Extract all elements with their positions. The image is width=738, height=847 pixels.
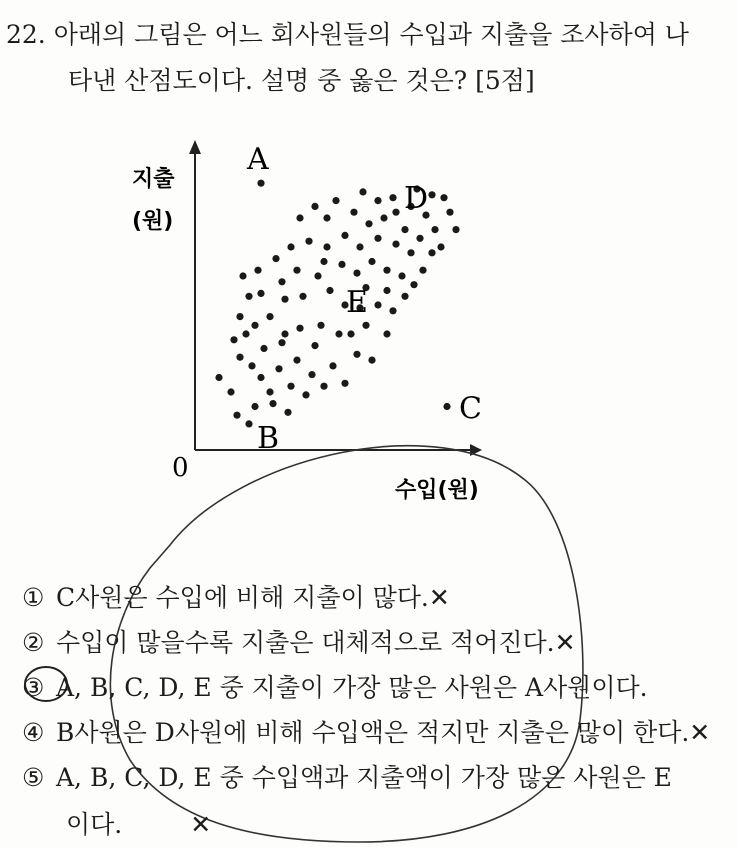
scatter-point: [410, 281, 417, 288]
option-text: A, B, C, D, E 중 수입액과 지출액이 가장 많은 사원은 E: [56, 763, 672, 792]
scatter-point: [329, 362, 336, 369]
y-axis-arrow: [189, 140, 201, 154]
scatter-point: [236, 354, 243, 361]
scatter-point: [242, 330, 249, 337]
scatter-point: [347, 330, 354, 337]
scatter-point: [287, 383, 294, 390]
scatter-points: [215, 185, 459, 418]
scatter-point: [416, 235, 423, 242]
scatter-point: [323, 214, 330, 221]
scatter-point: [353, 270, 360, 277]
scatter-point: [275, 365, 282, 372]
y-axis-label-line2: (원): [132, 209, 174, 234]
scatter-point: [284, 409, 291, 416]
scatter-point: [311, 203, 318, 210]
option-text: 수입이 많을수록 지출은 대체적으로 적어진다.: [56, 628, 555, 657]
scatter-point: [401, 293, 408, 300]
scatter-point: [428, 249, 435, 256]
cross-mark: ✕: [689, 718, 711, 747]
x-axis-label: 수입(원): [395, 478, 479, 503]
scatter-point: [383, 330, 390, 337]
y-axis-label-line1: 지출: [132, 167, 175, 192]
scatter-point: [233, 412, 240, 419]
scatter-point: [335, 330, 342, 337]
scatter-point: [356, 243, 363, 250]
scatter-point: [332, 197, 339, 204]
scatter-point: [350, 209, 357, 216]
scatter-point: [440, 194, 447, 201]
scatter-point: [359, 188, 366, 195]
scatter-point: [299, 293, 306, 300]
option-text: C사원은 수입에 비해 지출이 많다.: [56, 583, 429, 612]
scatter-point: [305, 238, 312, 245]
scatter-point: [365, 220, 372, 227]
scatter-point: [269, 400, 276, 407]
option-number: ②: [22, 628, 45, 657]
cross-mark: ✕: [190, 810, 212, 839]
option-3[interactable]: [22, 668, 648, 704]
scatter-point: [311, 342, 318, 349]
scatter-point: [398, 272, 405, 279]
point-label-e: E: [346, 284, 368, 320]
option-number: ③: [22, 673, 45, 702]
scatter-point: [437, 243, 444, 250]
scatter-point: [401, 226, 408, 233]
scatter-point: [302, 391, 309, 398]
scatter-point: [338, 261, 345, 268]
point-label-a: A: [247, 142, 269, 178]
scatter-point: [362, 322, 369, 329]
point-label-b: B: [257, 420, 280, 456]
scatter-point: [383, 287, 390, 294]
scatter-point: [341, 380, 348, 387]
scatter-point: [266, 313, 273, 320]
scatter-point: [281, 296, 288, 303]
option-5[interactable]: [22, 758, 672, 794]
scatter-point: [323, 243, 330, 250]
scatter-point: [287, 243, 294, 250]
scatter-point: [380, 214, 387, 221]
point-label-c: C: [459, 391, 482, 427]
option-4[interactable]: [22, 713, 710, 749]
scatter-point: [428, 191, 435, 198]
scatter-point: [245, 293, 252, 300]
scatter-point: [281, 330, 288, 337]
scatter-point: [272, 255, 279, 262]
scatter-point: [215, 374, 222, 381]
option-5-continuation: [66, 805, 211, 841]
scatter-point: [452, 226, 459, 233]
scatter-point: [320, 383, 327, 390]
scatter-point: [407, 249, 414, 256]
scatter-point: [230, 336, 237, 343]
scatter-point: [368, 258, 375, 265]
cross-mark: ✕: [428, 583, 450, 612]
option-text-cont: 이다.: [66, 810, 123, 839]
scatter-point: [296, 214, 303, 221]
origin-label: 0: [172, 453, 189, 483]
scatter-point: [266, 388, 273, 395]
option-2[interactable]: [22, 623, 576, 659]
scatter-point: [296, 325, 303, 332]
scatter-point: [431, 226, 438, 233]
option-1[interactable]: [22, 578, 450, 614]
scatter-point: [278, 278, 285, 285]
scatter-point: [374, 301, 381, 308]
scatter-point: [326, 287, 333, 294]
scatter-point: [254, 267, 261, 274]
scatter-point: [236, 313, 243, 320]
scatter-point: [248, 362, 255, 369]
point-c: [443, 403, 450, 410]
option-text: B사원은 D사원에 비해 수입액은 적지만 지출은 많이 한다.: [56, 718, 690, 747]
scatter-point: [368, 357, 375, 364]
scatter-point: [251, 403, 258, 410]
scatter-point: [239, 272, 246, 279]
scatter-point: [227, 388, 234, 395]
question-line-2: 타낸 산점도이다. 설명 중 옳은 것은? [5점]: [68, 66, 535, 95]
scatter-point: [308, 371, 315, 378]
option-text: A, B, C, D, E 중 지출이 가장 많은 사원은 A사원이다.: [56, 673, 648, 702]
scatter-point: [353, 351, 360, 358]
scatter-point: [293, 357, 300, 364]
scatter-point: [251, 322, 258, 329]
scatter-point: [446, 209, 453, 216]
point-a: [257, 180, 264, 187]
question-line-1: 22. 아래의 그림은 어느 회사원들의 수입과 지출을 조사하여 나: [6, 20, 689, 49]
scatter-point: [374, 235, 381, 242]
point-b: [245, 420, 252, 427]
point-d: [392, 209, 399, 216]
scatter-point: [389, 307, 396, 314]
scatter-point: [419, 267, 426, 274]
scatter-point: [374, 197, 381, 204]
scatter-point: [320, 258, 327, 265]
cross-mark: ✕: [554, 628, 576, 657]
option-number: ⑤: [22, 763, 45, 792]
point-label-d: D: [404, 181, 429, 217]
scatter-point: [383, 267, 390, 274]
scatter-point: [341, 232, 348, 239]
scatter-point: [317, 322, 324, 329]
scatter-point: [257, 374, 264, 381]
option-number: ①: [22, 583, 45, 612]
scatter-point: [257, 290, 264, 297]
scatter-point: [314, 272, 321, 279]
scatter-point: [260, 345, 267, 352]
scatter-point: [293, 267, 300, 274]
scatter-point: [392, 241, 399, 248]
scatter-point: [278, 339, 285, 346]
scatter-point: [389, 194, 396, 201]
option-number: ④: [22, 718, 45, 747]
